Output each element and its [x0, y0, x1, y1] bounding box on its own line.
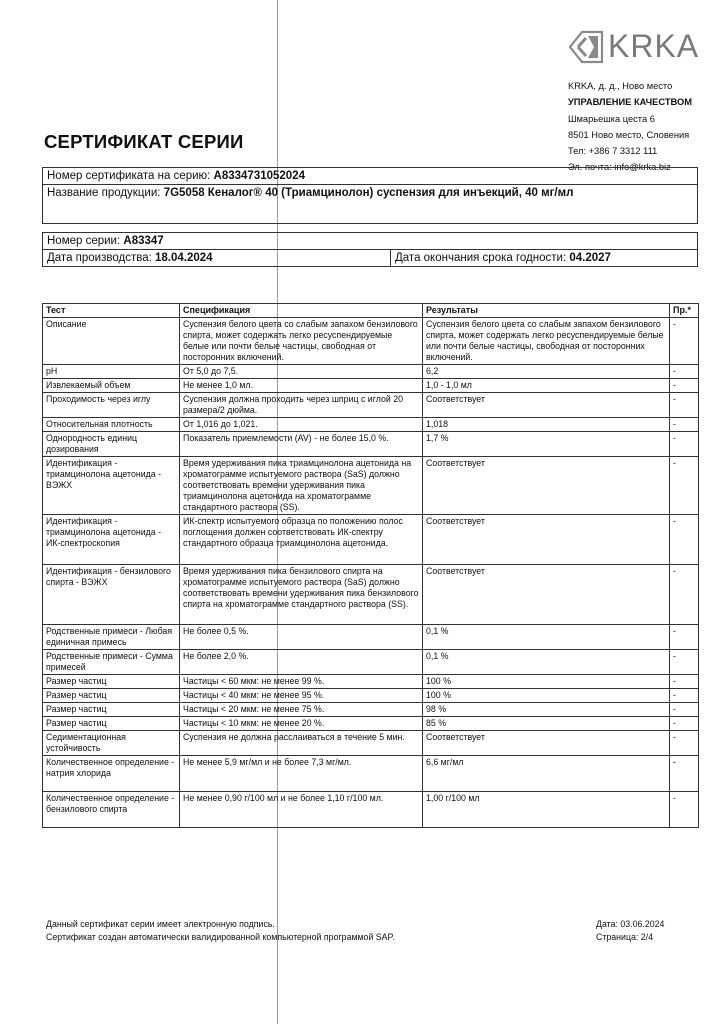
cell-spec: Время удерживания пика бензилового спирта на хроматограмме испытуемого раствора (SaS) должно соответствовать времени удерживания пика бензилового спирта на хроматограмме стандартного раствора (SS). [180, 565, 423, 625]
cell-test: Размер частиц [43, 689, 180, 703]
column-header-result: Результаты [423, 304, 670, 318]
cell-spec: От 5,0 до 7,5. [180, 365, 423, 379]
company-line: Шмарьешка цеста 6 [568, 113, 655, 124]
cell-spec: Не менее 1,0 мл. [180, 379, 423, 393]
cell-result: Соответствует [423, 515, 670, 565]
cell-result: 1,7 % [423, 432, 670, 457]
company-line: УПРАВЛЕНИЕ КАЧЕСТВОМ [568, 97, 692, 108]
cell-result: 6,2 [423, 365, 670, 379]
table-row [43, 703, 699, 717]
batch-header [42, 232, 698, 267]
expiry-date-cell: Дата окончания срока годности: 04.2027 [391, 250, 698, 267]
footer-sap-note: Сертификат создан автоматически валидированной компьютерной программой SAP. [46, 932, 395, 942]
cell-test: Извлекаемый объем [43, 379, 180, 393]
cell-note: - [670, 717, 699, 731]
table-row [43, 379, 699, 393]
cell-test: Идентификация - бензилового спирта - ВЭЖХ [43, 565, 180, 625]
krka-logo [568, 26, 708, 68]
column-header-test: Тест [43, 304, 180, 318]
cell-note: - [670, 689, 699, 703]
cell-spec: Частицы < 60 мкм: не менее 99 %. [180, 675, 423, 689]
cell-spec: Не более 2,0 %. [180, 650, 423, 675]
cell-result: 1,018 [423, 418, 670, 432]
table-row [43, 731, 699, 756]
cell-spec: Не менее 5,9 мг/мл и не более 7,3 мг/мл. [180, 756, 423, 792]
cert-number-cell: Номер сертификата на серию: A8334731052024 [43, 168, 698, 185]
production-date-cell: Дата производства: 18.04.2024 [43, 250, 391, 267]
company-line: KRKA, д. д., Ново место [568, 81, 673, 91]
cell-note: - [670, 731, 699, 756]
cell-test: Размер частиц [43, 703, 180, 717]
cell-test: Количественное определение - бензилового спирта [43, 792, 180, 828]
cell-note: - [670, 625, 699, 650]
table-row [43, 717, 699, 731]
cell-note: - [670, 432, 699, 457]
table-header-row [43, 304, 699, 318]
company-line: 8501 Ново место, Словения [568, 129, 690, 140]
cell-test: Идентификация - триамцинолона ацетонида - ИК-спектроскопия [43, 515, 180, 565]
column-header-note: Пр.* [670, 304, 699, 318]
cell-note: - [670, 393, 699, 418]
cell-note: - [670, 792, 699, 828]
cell-note: - [670, 703, 699, 717]
table-row [43, 565, 699, 625]
cell-result: Соответствует [423, 731, 670, 756]
table-row [43, 318, 699, 365]
cell-result: 100 % [423, 689, 670, 703]
cell-note: - [670, 565, 699, 625]
cell-result: 1,0 - 1,0 мл [423, 379, 670, 393]
company-line: Тел: +386 7 3312 111 [568, 146, 658, 157]
krka-logo-icon [568, 26, 604, 68]
footer-meta [596, 918, 664, 944]
cell-result: 1,00 г/100 мл [423, 792, 670, 828]
footer-page: Страница: 2/4 [596, 932, 653, 942]
cell-note: - [670, 318, 699, 365]
company-line: Эл. почта: info@krka.biz [568, 162, 671, 173]
cell-test: Описание [43, 318, 180, 365]
cell-spec: Частицы < 40 мкм: не менее 95 %. [180, 689, 423, 703]
cell-spec: Суспензия белого цвета со слабым запахом бензилового спирта, может содержать легко ресуспендируемые белые или почти белые частицы, свободная от посторонних включений. [180, 318, 423, 365]
cell-result: 100 % [423, 675, 670, 689]
table-row [43, 625, 699, 650]
cell-spec: Не менее 0,90 г/100 мл и не более 1,10 г/100 мл. [180, 792, 423, 828]
table-row [43, 457, 699, 515]
cell-spec: Суспензия должна проходить через шприц с иглой 20 размера/2 дюйма. [180, 393, 423, 418]
cell-note: - [670, 650, 699, 675]
cell-test: Проходимость через иглу [43, 393, 180, 418]
table-row [43, 365, 699, 379]
table-row [43, 432, 699, 457]
series-number-cell: Номер серии: A83347 [43, 233, 698, 250]
table-row [43, 756, 699, 792]
cell-result: 6,6 мг/мл [423, 756, 670, 792]
company-address [568, 78, 692, 176]
cell-test: Однородность единиц дозирования [43, 432, 180, 457]
cell-note: - [670, 418, 699, 432]
table-row [43, 792, 699, 828]
logo-text: KRKA [608, 28, 700, 64]
cell-result: 98 % [423, 703, 670, 717]
table-row [43, 515, 699, 565]
cell-note: - [670, 756, 699, 792]
cell-spec: От 1,016 до 1,021. [180, 418, 423, 432]
cell-result: 0,1 % [423, 625, 670, 650]
cell-spec: Частицы < 10 мкм: не менее 20 %. [180, 717, 423, 731]
cell-spec: Показатель приемлемости (AV) - не более 15,0 %. [180, 432, 423, 457]
table-row [43, 689, 699, 703]
page-title: СЕРТИФИКАТ СЕРИИ [44, 131, 244, 152]
certificate-header [42, 167, 698, 224]
cell-note: - [670, 675, 699, 689]
footer-date: Дата: 03.06.2024 [596, 919, 665, 929]
test-results-table [42, 303, 699, 828]
cell-test: Количественное определение - натрия хлорида [43, 756, 180, 792]
table-row [43, 650, 699, 675]
column-header-spec: Спецификация [180, 304, 423, 318]
cell-test: Родственные примеси - Любая единичная примесь [43, 625, 180, 650]
cell-result: 85 % [423, 717, 670, 731]
cell-test: Идентификация - триамцинолона ацетонида - ВЭЖХ [43, 457, 180, 515]
cell-test: Размер частиц [43, 675, 180, 689]
cell-result: Соответствует [423, 565, 670, 625]
footer-note [46, 918, 395, 944]
cell-spec: Частицы < 20 мкм: не менее 75 %. [180, 703, 423, 717]
cell-test: Относительная плотность [43, 418, 180, 432]
cell-spec: Суспензия не должна расслаиваться в течение 5 мин. [180, 731, 423, 756]
cell-result: 0,1 % [423, 650, 670, 675]
cell-note: - [670, 457, 699, 515]
cell-spec: Время удерживания пика триамцинолона ацетонида на хроматограмме испытуемого раствора (SaS) должно соответствовать времени удерживания пика триамцинолона ацетонида на хроматограмме стандартного раствора (SS). [180, 457, 423, 515]
cell-result: Соответствует [423, 393, 670, 418]
cell-result: Суспензия белого цвета со слабым запахом бензилового спирта, может содержать легко ресуспендируемые белые или почти белые частицы, свободная от посторонних включений. [423, 318, 670, 365]
cell-note: - [670, 379, 699, 393]
cell-note: - [670, 515, 699, 565]
cell-test: Родственные примеси - Сумма примесей [43, 650, 180, 675]
product-name-cell: Название продукции: 7G5058 Кеналог® 40 (Триамцинолон) суспензия для инъекций, 40 мг/мл [43, 185, 698, 224]
cell-test: Размер частиц [43, 717, 180, 731]
cell-spec: Не более 0,5 %. [180, 625, 423, 650]
table-row [43, 393, 699, 418]
cell-test: pH [43, 365, 180, 379]
table-row [43, 675, 699, 689]
cell-spec: ИК-спектр испытуемого образца по положению полос поглощения должен соответствовать ИК-спектру стандартного образца триамцинолона ацетонида. [180, 515, 423, 565]
cell-test: Седиментационная устойчивость [43, 731, 180, 756]
cell-result: Соответствует [423, 457, 670, 515]
footer-signature-note: Данный сертификат серии имеет электронную подпись. [46, 919, 275, 929]
table-row [43, 418, 699, 432]
cell-note: - [670, 365, 699, 379]
